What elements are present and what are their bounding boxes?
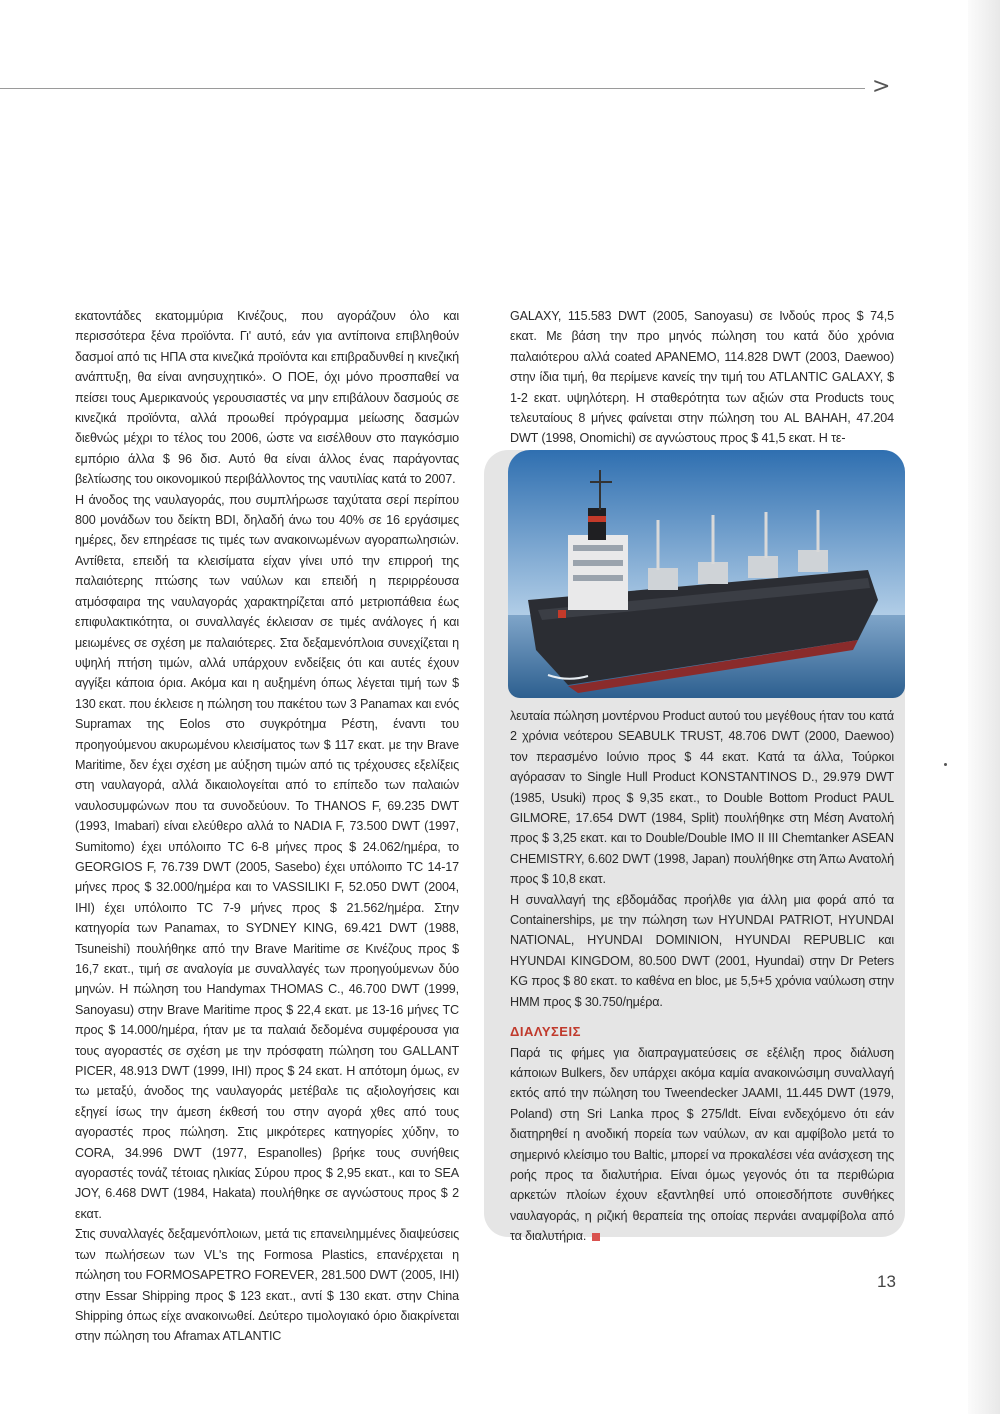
header-rule bbox=[0, 88, 865, 89]
ship-photo bbox=[508, 450, 905, 698]
left-column bbox=[75, 306, 459, 1347]
right-column-top bbox=[510, 306, 894, 449]
paragraph: Η συναλλαγή της εβδομάδας προήλθε για άλλη μια φορά από τα Containerships, με την πώληση των HYUNDAI PATRIOT, HYUNDAI NATIONAL, HYUNDAI DOMINION, HYUNDAI REPUBLIC και HYUNDAI KINGDOM, 80.500 DWT (2001, Hyundai) στην Dr Peters KG προς $ 80 εκατ. το καθένα en bloc, με 5,5+5 χρόνια ναύλωση στην HMM προς $ 30.750/ημέρα. bbox=[510, 892, 894, 1009]
page-number: 13 bbox=[877, 1272, 896, 1291]
tanker-ship-image bbox=[508, 450, 905, 698]
next-page-arrow: > bbox=[872, 74, 891, 99]
paragraph: Η άνοδος της ναυλαγοράς, που συμπλήρωσε ταχύτατα σερί περίπου 800 μονάδων του δείκτη BDI, δηλαδή άνω του 40% σε 16 εργάσιμες ημέρες, δεν επηρέασε τις τιμές των ανακοινωμένων αγοραπωλησιών. Αντίθετα, επειδή τα κλεισίματα είχαν γίνει υπό την επιρροή της παλαιότερης πτώσης των ναύλων και επειδή η περιρρέουσα ατμόσφαιρα της ναυλαγοράς χαρακτηρίζεται από μετριοπάθεια έως επιφυλακτικότητα, οι συναλλαγές έκλεισαν σε τιμές ανάλογες ή και μειωμένες σε σχέση με παλαιότερες. Στα δεξαμενόπλοια συνεχίζεται η υψηλή πτήση τιμών, αλλά υπάρχουν ενδείξεις ότι και αυτές έχουν αγγίξει κάποια όρια. Ακόμα και η αυξημένη όπως λέγεται τιμή των $ 130 εκατ. που έκλεισε η πώληση του πακέτου των 3 Panamax και ενός Supramax της Eolos στο συγκρότημα Ρέστη, έναντι του προηγούμενου ακυρωμένου κλεισίματος των $ 117 εκατ. με την Brave Maritime, δεν έχει σχέση με αύξηση τιμών από τις τρέχουσες εξελίξεις στη ναυλαγορά, αλλά δικαιολογείται από το επίπεδο των παλαιών ναυλοσυμφώνων που τα συνοδεύουν. Το THANOS F, 69.235 DWT (1993, Imabari) είναι ελεύθερο αλλά το NADIA F, 73.500 DWT (1997, Sumitomo) έχει υπόλοιπο TC 6-8 μήνες προς $ 24.062/ημέρα, το GEORGIOS F, 76.739 DWT (2005, Sasebo) έχει υπόλοιπο TC 14-17 μήνες προς $ 32.000/ημέρα και το VASSILIKI F, 52.050 DWT (2004, IHI) έχει υπόλοιπο TC 7-9 μήνες προς $ 21.562/ημέρα. Στην κατηγορία των Panamax, το SYDNEY KING, 69.421 DWT (1988, Tsuneishi) πουλήθηκε από την Brave Maritime σε Κινέζους προς $ 16,7 εκατ., τιμή σε αναλογία με συναλλαγές των προηγούμενων δύο μηνών. Η πώληση του Handymax THOMAS C., 46.700 DWT (1999, Sanoyasu) στην Brave Maritime προς $ 22,4 εκατ. με 13-16 μήνες TC προς $ 14.000/ημέρα, ήταν με τα παλαιά δεδομένα συμφέρουσα για τους αγοραστές σε σχέση με την πρόσφατη πώληση του GALLANT PICER, 48.913 DWT (1999, IHI) προς $ 24 εκατ. Η απότομη όμως, εν τω μεταξύ, άνοδος της ναυλαγοράς μετέβαλε τις αξιολογήσεις και εξηγεί ίσως την άμεση έκθεσή του στην αγορά χθες από τους αγοραστές προς πώληση. Στις μικρότερες κατηγορίες χύδην, το CORA, 34.996 DWT (1977, Espanolles) βρήκε τους συνήθεις αγοραστές τονάζ τέτοιας ηλικίας Σύρου προς $ 2,95 εκατ., και το SEA JOY, 6.468 DWT (1984, Hakata) πουλήθηκε σε αγνώστους προς $ 2 εκατ. bbox=[75, 492, 459, 1221]
sidebar-text bbox=[510, 706, 894, 1247]
paragraph: εκατοντάδες εκατομμύρια Κινέζους, που αγοράζουν όλο και περισσότερα ξένα προϊόντα. Γι' αυτό, εάν για αντίποινα επιβληθούν δασμοί από τις ΗΠΑ στα κινεζικά προϊόντα και επιβραδυνθεί η κινεζική ανάπτυξη, θα είναι ανησυχητικό». Ο ΠΟΕ, όχι μόνο προσπαθεί να πείσει τους Αμερικανούς γερουσιαστές να μην επιβάλουν δασμούς σε κινεζικά προϊόντα, αλλά προωθεί πρόγραμμα μείωσης δασμών διεθνώς μέχρι το τέλος του 2006, ώστε να εισέλθουν στο παγκόσμιο εμπόριο άλλα $ 96 δισ. Αυτό θα είναι άλλος ένας παράγοντας βελτίωσης του οικονομικού περιβάλλοντος της ναυτιλίας κατά το 2007. bbox=[75, 309, 459, 487]
paragraph-text: Παρά τις φήμες για διαπραγματεύσεις σε εξέλιξη προς διάλυση κάποιων Bulkers, δεν υπάρχει ακόμα καμία ανακοινώσιμη συναλλαγή εκτός από την πώληση του Tweendecker JAAMI, 11.445 DWT (1979, Poland) στη Sri Lanka προς $ 275/ldt. Είναι ενδεχόμενο ότι εάν διατηρηθεί η ανοδική πορεία των ναύλων, αν και αμφίβολο μετά το σημερινό κλείσιμο του Baltic, μπορεί να προκαλέσει νέα ανάσχεση της ροής προς τα διαλυτήρια. Είναι όμως γεγονός ότι τα περιθώρια αρκετών πλοίων έχουν εξαντληθεί υπό οποιεσδήποτε συνθήκες ναυλαγοράς, η ριζική θεραπεία της οποίας περνάει αναμφίβολα από τα διαλυτήρια. bbox=[510, 1045, 894, 1244]
section-heading: ΔΙΑΛΥΣΕΙΣ bbox=[510, 1024, 581, 1040]
paragraph bbox=[510, 1043, 894, 1247]
scan-speck bbox=[944, 763, 947, 766]
paragraph: λευταία πώληση μοντέρνου Product αυτού του μεγέθους ήταν του κατά 2 χρόνια νεότερου SEABULK TRUST, 48.706 DWT (2000, Daewoo) τον περασμένο Ιούνιο προς $ 44 εκατ. Κατά τα άλλα, Τούρκοι αγόρασαν το Single Hull Product KONSTANTINOS D., 29.979 DWT (1985, Usuki) προς $ 9,35 εκατ., το Double Bottom Product PAUL GILMORE, 17.654 DWT (1984, Split) πουλήθηκε στη Μέση Ανατολή προς $ 3,25 εκατ. και το Double/Double IMO II III Chemtanker ASEAN CHEMISTRY, 6.602 DWT (1998, Japan) πουλήθηκε στη Άπω Ανατολή προς $ 10,8 εκατ. bbox=[510, 709, 894, 887]
end-of-article-mark bbox=[592, 1233, 600, 1241]
page-edge-shadow bbox=[968, 0, 1000, 1414]
paragraph: Στις συναλλαγές δεξαμενόπλοιων, μετά τις επανειλημμένες διαψεύσεις των πωλήσεων των VL's της Formosa Plastics, επανέρχεται η πώληση του FORMOSAPETRO FOREVER, 281.500 DWT (2005, IHI) στην Essar Shipping προς $ 123 εκατ., αντί $ 130 εκατ. στην China Shipping όπως είχε ανακοινωθεί. Δεύτερο τιμολογιακό όριο διακρίνεται στην πώληση του Aframax ATLANTIC bbox=[75, 1227, 459, 1344]
paragraph: GALAXY, 115.583 DWT (2005, Sanoyasu) σε Ινδούς προς $ 74,5 εκατ. Με βάση την προ μηνός πώληση του κατά δύο χρόνια παλαιότερου αλλά coated APANEMO, 114.828 DWT (2003, Daewoo) στην ίδια τιμή, θα περίμενε κανείς την τιμή του ATLANTIC GALAXY, $ 1-2 εκατ. υψηλότερη. Η σταθερότητα των αξιών στα Products τους τελευταίους 8 μήνες φαίνεται στην πώληση του AL BAHAH, 47.204 DWT (1998, Onomichi) σε αγνώστους προς $ 41,5 εκατ. Η τε- bbox=[510, 309, 894, 446]
